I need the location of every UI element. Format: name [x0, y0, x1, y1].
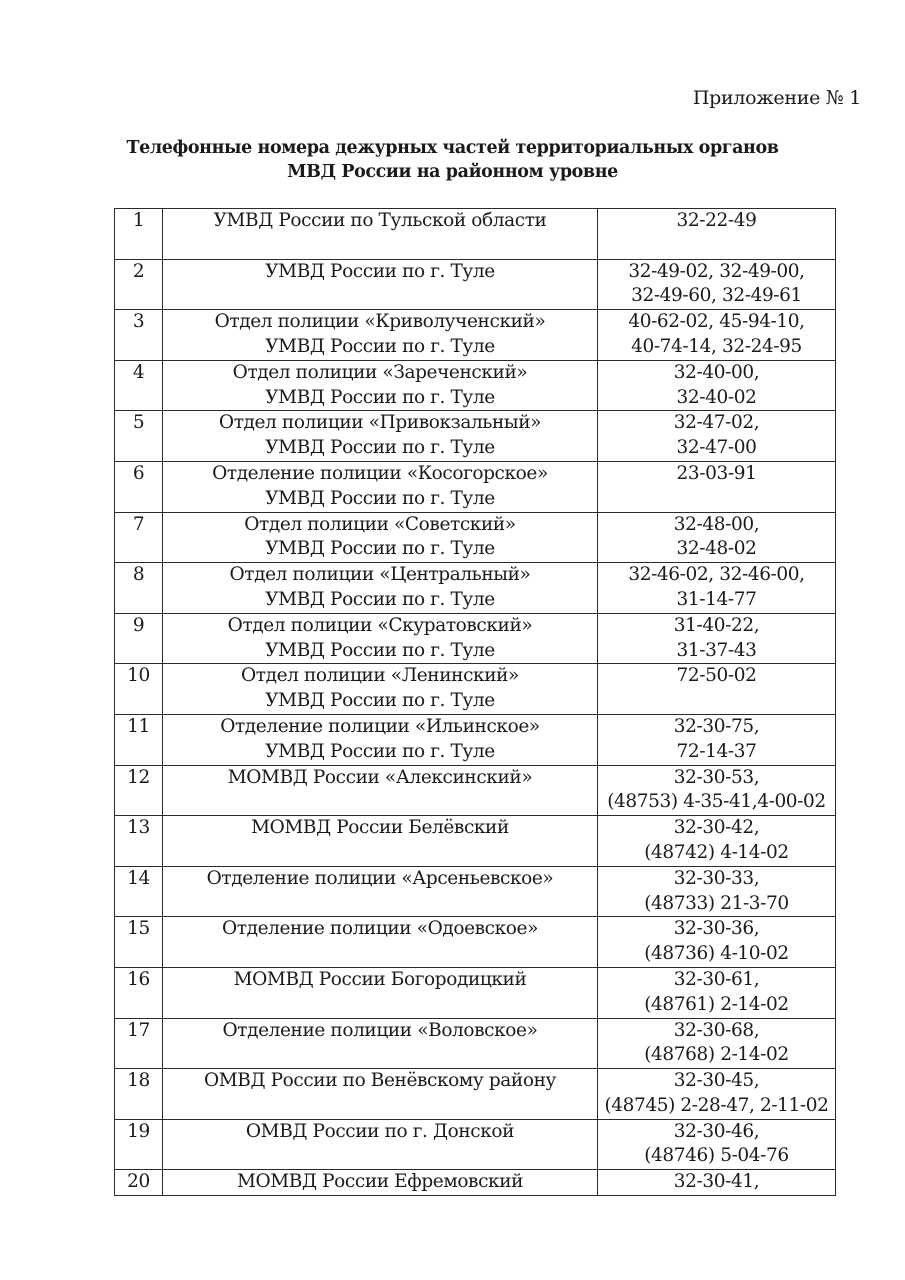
- phone-numbers: [598, 613, 836, 664]
- row-number: [115, 866, 163, 917]
- phone-numbers: [598, 714, 836, 765]
- phone-numbers: [598, 1069, 836, 1120]
- phone-number-line: 32-30-42,: [673, 817, 760, 839]
- phone-numbers: [598, 360, 836, 411]
- phone-number-line: (48745) 2-28-47, 2-11-02: [604, 1094, 829, 1116]
- phone-number-line: 32-30-75,: [673, 715, 760, 737]
- department-name-line: [163, 790, 597, 815]
- phone-number-line: [598, 234, 835, 259]
- department-name-line: МОМВД России Ефремовский: [236, 1171, 524, 1193]
- department-name-line: Отделение полиции «Ильинское»: [220, 715, 540, 737]
- phone-number-line: 32-47-02,: [673, 412, 760, 434]
- department-name: [163, 512, 598, 563]
- table-row: [115, 1170, 836, 1196]
- phone-numbers: [598, 1119, 836, 1170]
- phone-number-line: [598, 487, 835, 512]
- row-number-text: 4: [132, 361, 145, 383]
- department-name: [163, 714, 598, 765]
- department-name-line: [163, 942, 597, 967]
- phone-number-line: (48753) 4-35-41,4-00-02: [607, 791, 826, 813]
- phone-number-line: 32-49-60, 32-49-61: [631, 285, 802, 307]
- row-number: [115, 512, 163, 563]
- department-name-line: [163, 993, 597, 1018]
- phone-number-line: 32-30-41,: [673, 1171, 760, 1193]
- phone-number-line: 32-30-68,: [673, 1019, 760, 1041]
- phone-number-line: [598, 689, 835, 714]
- row-number-text: 5: [132, 412, 145, 434]
- department-name-line: УМВД России по г. Туле: [265, 639, 495, 661]
- row-number: [115, 209, 163, 260]
- department-name-line: [163, 1043, 597, 1068]
- phone-number-line: 72-14-37: [676, 740, 757, 762]
- department-name-line: [163, 234, 597, 259]
- phone-numbers: [598, 917, 836, 968]
- table-row: [115, 1119, 836, 1170]
- row-number-text: 8: [132, 564, 145, 586]
- department-name-line: Отдел полиции «Криволученский»: [214, 311, 546, 333]
- department-name-line: МОМВД России «Алексинский»: [227, 766, 533, 788]
- phone-numbers: [598, 461, 836, 512]
- phone-numbers: [598, 816, 836, 867]
- department-name-line: УМВД России по г. Туле: [265, 588, 495, 610]
- department-name-line: Отдел полиции «Центральный»: [229, 564, 531, 586]
- appendix-label: Приложение № 1: [692, 87, 861, 109]
- row-number-text: 15: [127, 918, 150, 940]
- department-name: [163, 866, 598, 917]
- phone-numbers: [598, 765, 836, 816]
- table-row: [115, 664, 836, 715]
- row-number-text: 12: [127, 766, 150, 788]
- phone-number-line: 32-22-49: [676, 210, 757, 231]
- row-number-text: 20: [127, 1171, 150, 1193]
- row-number-text: 11: [127, 715, 150, 737]
- document-title-line-1: Телефонные номера дежурных частей территориальных органов: [126, 138, 779, 158]
- department-name-line: Отдел полиции «Зареченский»: [232, 361, 528, 383]
- table-row: [115, 967, 836, 1018]
- department-name-line: [163, 1094, 597, 1119]
- table-row: [115, 866, 836, 917]
- table-row: [115, 765, 836, 816]
- department-name-line: УМВД России по Тульской области: [213, 210, 547, 231]
- department-name: [163, 967, 598, 1018]
- row-number-text: 19: [127, 1120, 150, 1142]
- row-number-text: 13: [127, 817, 150, 839]
- department-name-line: [163, 1144, 597, 1169]
- row-number: [115, 613, 163, 664]
- table-row: [115, 360, 836, 411]
- department-name-line: УМВД России по г. Туле: [265, 437, 495, 459]
- row-number-text: 18: [127, 1070, 150, 1092]
- table-row: [115, 259, 836, 310]
- table-row: [115, 1018, 836, 1069]
- table-row: [115, 917, 836, 968]
- department-name: [163, 917, 598, 968]
- row-number: [115, 1069, 163, 1120]
- department-name: [163, 765, 598, 816]
- department-name-line: Отдел полиции «Советский»: [244, 513, 516, 535]
- phone-numbers: [598, 411, 836, 462]
- phone-table: [114, 208, 836, 1196]
- department-name-line: [163, 892, 597, 917]
- department-name-line: УМВД России по г. Туле: [265, 335, 495, 357]
- department-name: [163, 613, 598, 664]
- phone-number-line: 32-40-02: [676, 386, 757, 408]
- phone-number-line: 32-47-00: [676, 437, 757, 459]
- phone-numbers: [598, 1018, 836, 1069]
- department-name: [163, 1170, 598, 1196]
- phone-numbers: [598, 866, 836, 917]
- row-number: [115, 714, 163, 765]
- table-row: [115, 613, 836, 664]
- row-number: [115, 1119, 163, 1170]
- row-number-text: 14: [127, 867, 150, 889]
- row-number-text: 10: [127, 665, 150, 687]
- phone-number-line: 32-30-36,: [673, 918, 760, 940]
- department-name-line: Отделение полиции «Одоевское»: [221, 918, 539, 940]
- department-name-line: Отдел полиции «Ленинский»: [241, 665, 519, 687]
- department-name: [163, 1119, 598, 1170]
- table-row: [115, 310, 836, 361]
- department-name: [163, 209, 598, 260]
- phone-number-line: 23-03-91: [676, 462, 757, 484]
- department-name: [163, 664, 598, 715]
- phone-number-line: 32-48-00,: [673, 513, 760, 535]
- row-number: [115, 816, 163, 867]
- row-number-text: 9: [132, 614, 145, 636]
- department-name: [163, 360, 598, 411]
- department-name-line: Отделение полиции «Косогорское»: [212, 462, 548, 484]
- department-name-line: УМВД России по г. Туле: [265, 538, 495, 560]
- department-name: [163, 563, 598, 614]
- row-number-text: 1: [132, 210, 145, 231]
- phone-number-line: (48746) 5-04-76: [644, 1145, 789, 1167]
- phone-number-line: 40-62-02, 45-94-10,: [628, 311, 805, 333]
- department-name-line: Отделение полиции «Воловское»: [222, 1019, 538, 1041]
- department-name-line: УМВД России по г. Туле: [265, 260, 495, 282]
- row-number-text: 3: [132, 311, 145, 333]
- row-number-text: 2: [132, 260, 145, 282]
- row-number-text: 17: [127, 1019, 150, 1041]
- row-number: [115, 1018, 163, 1069]
- department-name-line: ОМВД России по г. Донской: [245, 1120, 515, 1142]
- department-name-line: ОМВД России по Венёвскому району: [203, 1070, 557, 1092]
- department-name: [163, 1018, 598, 1069]
- row-number: [115, 1170, 163, 1196]
- department-name-line: [163, 841, 597, 866]
- row-number: [115, 917, 163, 968]
- row-number: [115, 310, 163, 361]
- phone-table-body: [115, 209, 836, 1196]
- row-number-text: 16: [127, 968, 150, 990]
- row-number: [115, 664, 163, 715]
- phone-numbers: [598, 209, 836, 260]
- phone-number-line: 32-30-45,: [673, 1070, 760, 1092]
- phone-number-line: 31-40-22,: [673, 614, 760, 636]
- department-name-line: МОМВД России Богородицкий: [233, 968, 527, 990]
- table-row: [115, 563, 836, 614]
- phone-numbers: [598, 512, 836, 563]
- phone-number-line: 32-30-61,: [673, 968, 760, 990]
- row-number: [115, 461, 163, 512]
- table-row: [115, 1069, 836, 1120]
- phone-number-line: (48733) 21-3-70: [644, 892, 789, 914]
- phone-number-line: (48736) 4-10-02: [644, 943, 789, 965]
- phone-number-line: 40-74-14, 32-24-95: [631, 335, 802, 357]
- table-row: [115, 209, 836, 260]
- row-number: [115, 259, 163, 310]
- table-row: [115, 714, 836, 765]
- row-number-text: 7: [132, 513, 145, 535]
- phone-numbers: [598, 664, 836, 715]
- table-row: [115, 512, 836, 563]
- phone-numbers: [598, 563, 836, 614]
- phone-number-line: (48761) 2-14-02: [644, 993, 789, 1015]
- phone-number-line: (48768) 2-14-02: [644, 1044, 789, 1066]
- department-name-line: Отдел полиции «Скуратовский»: [227, 614, 533, 636]
- document-title: [0, 136, 905, 184]
- phone-numbers: [598, 259, 836, 310]
- department-name: [163, 1069, 598, 1120]
- department-name-line: [163, 284, 597, 309]
- row-number: [115, 765, 163, 816]
- phone-number-line: 32-46-02, 32-46-00,: [628, 564, 805, 586]
- row-number-text: 6: [132, 462, 145, 484]
- phone-number-line: 32-30-46,: [673, 1120, 760, 1142]
- table-row: [115, 816, 836, 867]
- row-number: [115, 411, 163, 462]
- phone-numbers: [598, 1170, 836, 1196]
- department-name: [163, 411, 598, 462]
- row-number: [115, 967, 163, 1018]
- phone-number-line: 72-50-02: [676, 665, 757, 687]
- department-name-line: УМВД России по г. Туле: [265, 740, 495, 762]
- department-name: [163, 310, 598, 361]
- table-row: [115, 461, 836, 512]
- document-title-line-2: МВД России на районном уровне: [287, 162, 618, 182]
- phone-number-line: 31-37-43: [676, 639, 757, 661]
- table-row: [115, 411, 836, 462]
- phone-number-line: (48742) 4-14-02: [644, 841, 789, 863]
- department-name-line: МОМВД России Белёвский: [251, 817, 509, 839]
- department-name-line: Отдел полиции «Привокзальный»: [218, 412, 542, 434]
- department-name-line: УМВД России по г. Туле: [265, 487, 495, 509]
- department-name: [163, 461, 598, 512]
- phone-number-line: 32-30-33,: [673, 867, 760, 889]
- phone-number-line: 32-48-02: [676, 538, 757, 560]
- phone-number-line: 32-40-00,: [673, 361, 760, 383]
- row-number: [115, 563, 163, 614]
- phone-numbers: [598, 967, 836, 1018]
- department-name-line: УМВД России по г. Туле: [265, 690, 495, 712]
- department-name-line: Отделение полиции «Арсеньевское»: [206, 867, 554, 889]
- phone-number-line: 31-14-77: [676, 588, 757, 610]
- department-name: [163, 816, 598, 867]
- row-number: [115, 360, 163, 411]
- phone-numbers: [598, 310, 836, 361]
- department-name-line: УМВД России по г. Туле: [265, 386, 495, 408]
- phone-number-line: 32-30-53,: [673, 766, 760, 788]
- department-name: [163, 259, 598, 310]
- phone-number-line: 32-49-02, 32-49-00,: [628, 260, 805, 282]
